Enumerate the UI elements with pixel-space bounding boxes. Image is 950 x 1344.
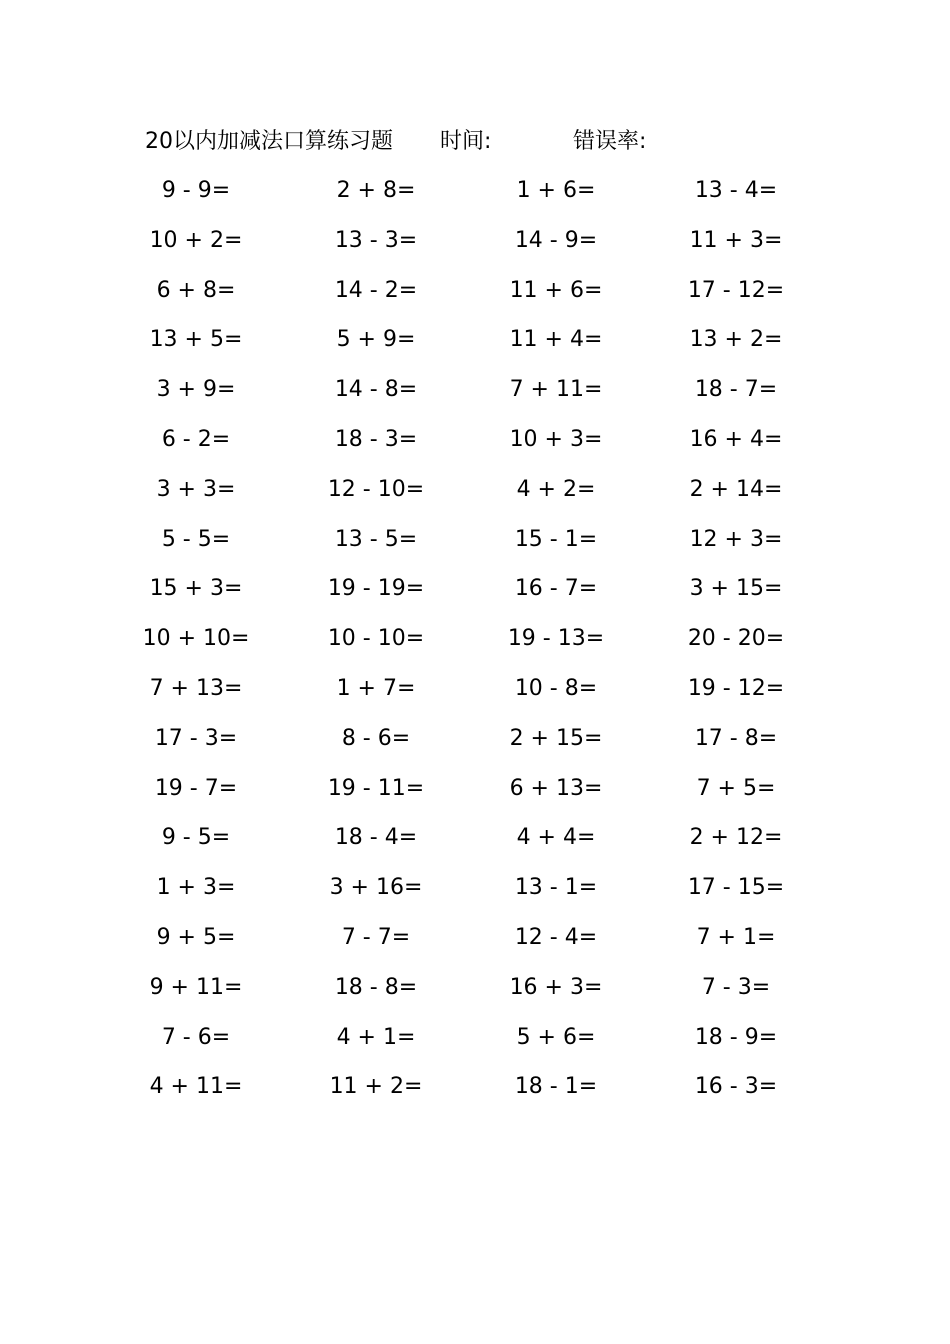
worksheet-title: 20以内加减法口算练习题	[145, 129, 393, 154]
arithmetic-problem: 11 + 2=	[329, 1074, 423, 1100]
arithmetic-problem: 9 - 5=	[161, 825, 231, 851]
arithmetic-problem: 14 - 2=	[334, 277, 418, 303]
arithmetic-problem: 1 + 7=	[336, 675, 416, 701]
arithmetic-problem: 3 + 15=	[689, 576, 783, 602]
arithmetic-problem: 16 - 7=	[514, 576, 598, 602]
arithmetic-problem: 10 - 8=	[514, 675, 598, 701]
arithmetic-problem: 9 + 5=	[156, 924, 236, 950]
arithmetic-problem: 6 + 13=	[509, 775, 603, 801]
problem-row	[0, 572, 950, 622]
arithmetic-problem: 8 - 6=	[341, 725, 411, 751]
arithmetic-problem: 15 - 1=	[514, 526, 598, 552]
arithmetic-problem: 19 - 19=	[327, 576, 425, 602]
problem-row	[0, 323, 950, 373]
arithmetic-problem: 11 + 3=	[689, 227, 783, 253]
problem-row	[0, 871, 950, 921]
arithmetic-problem: 19 - 11=	[327, 775, 425, 801]
arithmetic-problem: 18 - 7=	[694, 377, 778, 403]
error-rate-label: 错误率:	[573, 129, 647, 154]
arithmetic-problem: 2 + 14=	[689, 476, 783, 502]
arithmetic-problem: 19 - 12=	[687, 675, 785, 701]
problem-row	[0, 821, 950, 871]
problem-row	[0, 1021, 950, 1071]
arithmetic-problem: 13 - 5=	[334, 526, 418, 552]
arithmetic-problem: 5 + 6=	[516, 1024, 596, 1050]
problem-row	[0, 174, 950, 224]
arithmetic-problem: 7 - 6=	[161, 1024, 231, 1050]
worksheet-header	[0, 127, 950, 157]
time-label: 时间:	[440, 129, 492, 154]
arithmetic-problem: 4 + 4=	[516, 825, 596, 851]
arithmetic-problem: 17 - 12=	[687, 277, 785, 303]
arithmetic-problem: 6 + 8=	[156, 277, 236, 303]
arithmetic-problem: 14 - 9=	[514, 227, 598, 253]
problem-grid	[0, 174, 950, 1120]
arithmetic-problem: 12 - 10=	[327, 476, 425, 502]
arithmetic-problem: 13 - 3=	[334, 227, 418, 253]
arithmetic-problem: 18 - 8=	[334, 974, 418, 1000]
arithmetic-problem: 7 + 5=	[696, 775, 776, 801]
arithmetic-problem: 10 + 10=	[142, 626, 250, 652]
arithmetic-problem: 3 + 3=	[156, 476, 236, 502]
arithmetic-problem: 7 - 7=	[341, 924, 411, 950]
problem-row	[0, 224, 950, 274]
arithmetic-problem: 7 - 3=	[701, 974, 771, 1000]
arithmetic-problem: 6 - 2=	[161, 426, 231, 452]
arithmetic-problem: 4 + 11=	[149, 1074, 243, 1100]
problem-row	[0, 921, 950, 971]
arithmetic-problem: 18 - 1=	[514, 1074, 598, 1100]
arithmetic-problem: 11 + 6=	[509, 277, 603, 303]
problem-row	[0, 373, 950, 423]
arithmetic-problem: 19 - 13=	[507, 626, 605, 652]
arithmetic-problem: 4 + 1=	[336, 1024, 416, 1050]
arithmetic-problem: 18 - 4=	[334, 825, 418, 851]
arithmetic-problem: 2 + 12=	[689, 825, 783, 851]
arithmetic-problem: 15 + 3=	[149, 576, 243, 602]
arithmetic-problem: 18 - 3=	[334, 426, 418, 452]
arithmetic-problem: 10 - 10=	[327, 626, 425, 652]
arithmetic-problem: 2 + 15=	[509, 725, 603, 751]
arithmetic-problem: 13 - 1=	[514, 875, 598, 901]
problem-row	[0, 672, 950, 722]
arithmetic-problem: 9 + 11=	[149, 974, 243, 1000]
arithmetic-problem: 10 + 3=	[509, 426, 603, 452]
arithmetic-problem: 11 + 4=	[509, 327, 603, 353]
arithmetic-problem: 4 + 2=	[516, 476, 596, 502]
arithmetic-problem: 12 + 3=	[689, 526, 783, 552]
arithmetic-problem: 16 - 3=	[694, 1074, 778, 1100]
arithmetic-problem: 16 + 3=	[509, 974, 603, 1000]
arithmetic-problem: 13 + 2=	[689, 327, 783, 353]
problem-row	[0, 523, 950, 573]
problem-row	[0, 772, 950, 822]
arithmetic-problem: 1 + 3=	[156, 875, 236, 901]
arithmetic-problem: 5 - 5=	[161, 526, 231, 552]
arithmetic-problem: 2 + 8=	[336, 178, 416, 203]
arithmetic-problem: 3 + 16=	[329, 875, 423, 901]
arithmetic-problem: 1 + 6=	[516, 178, 596, 203]
problem-row	[0, 722, 950, 772]
arithmetic-problem: 12 - 4=	[514, 924, 598, 950]
arithmetic-problem: 14 - 8=	[334, 377, 418, 403]
problem-row	[0, 971, 950, 1021]
arithmetic-problem: 10 + 2=	[149, 227, 243, 253]
arithmetic-problem: 18 - 9=	[694, 1024, 778, 1050]
arithmetic-problem: 19 - 7=	[154, 775, 238, 801]
arithmetic-problem: 13 - 4=	[694, 178, 778, 203]
arithmetic-problem: 20 - 20=	[687, 626, 785, 652]
arithmetic-problem: 13 + 5=	[149, 327, 243, 353]
arithmetic-problem: 9 - 9=	[161, 178, 231, 203]
arithmetic-problem: 7 + 1=	[696, 924, 776, 950]
arithmetic-problem: 17 - 15=	[687, 875, 785, 901]
arithmetic-problem: 16 + 4=	[689, 426, 783, 452]
problem-row	[0, 274, 950, 324]
arithmetic-problem: 5 + 9=	[336, 327, 416, 353]
arithmetic-problem: 7 + 11=	[509, 377, 603, 403]
arithmetic-problem: 17 - 8=	[694, 725, 778, 751]
problem-row	[0, 622, 950, 672]
problem-row	[0, 423, 950, 473]
arithmetic-problem: 7 + 13=	[149, 675, 243, 701]
arithmetic-problem: 3 + 9=	[156, 377, 236, 403]
problem-row	[0, 1070, 950, 1120]
problem-row	[0, 473, 950, 523]
arithmetic-problem: 17 - 3=	[154, 725, 238, 751]
